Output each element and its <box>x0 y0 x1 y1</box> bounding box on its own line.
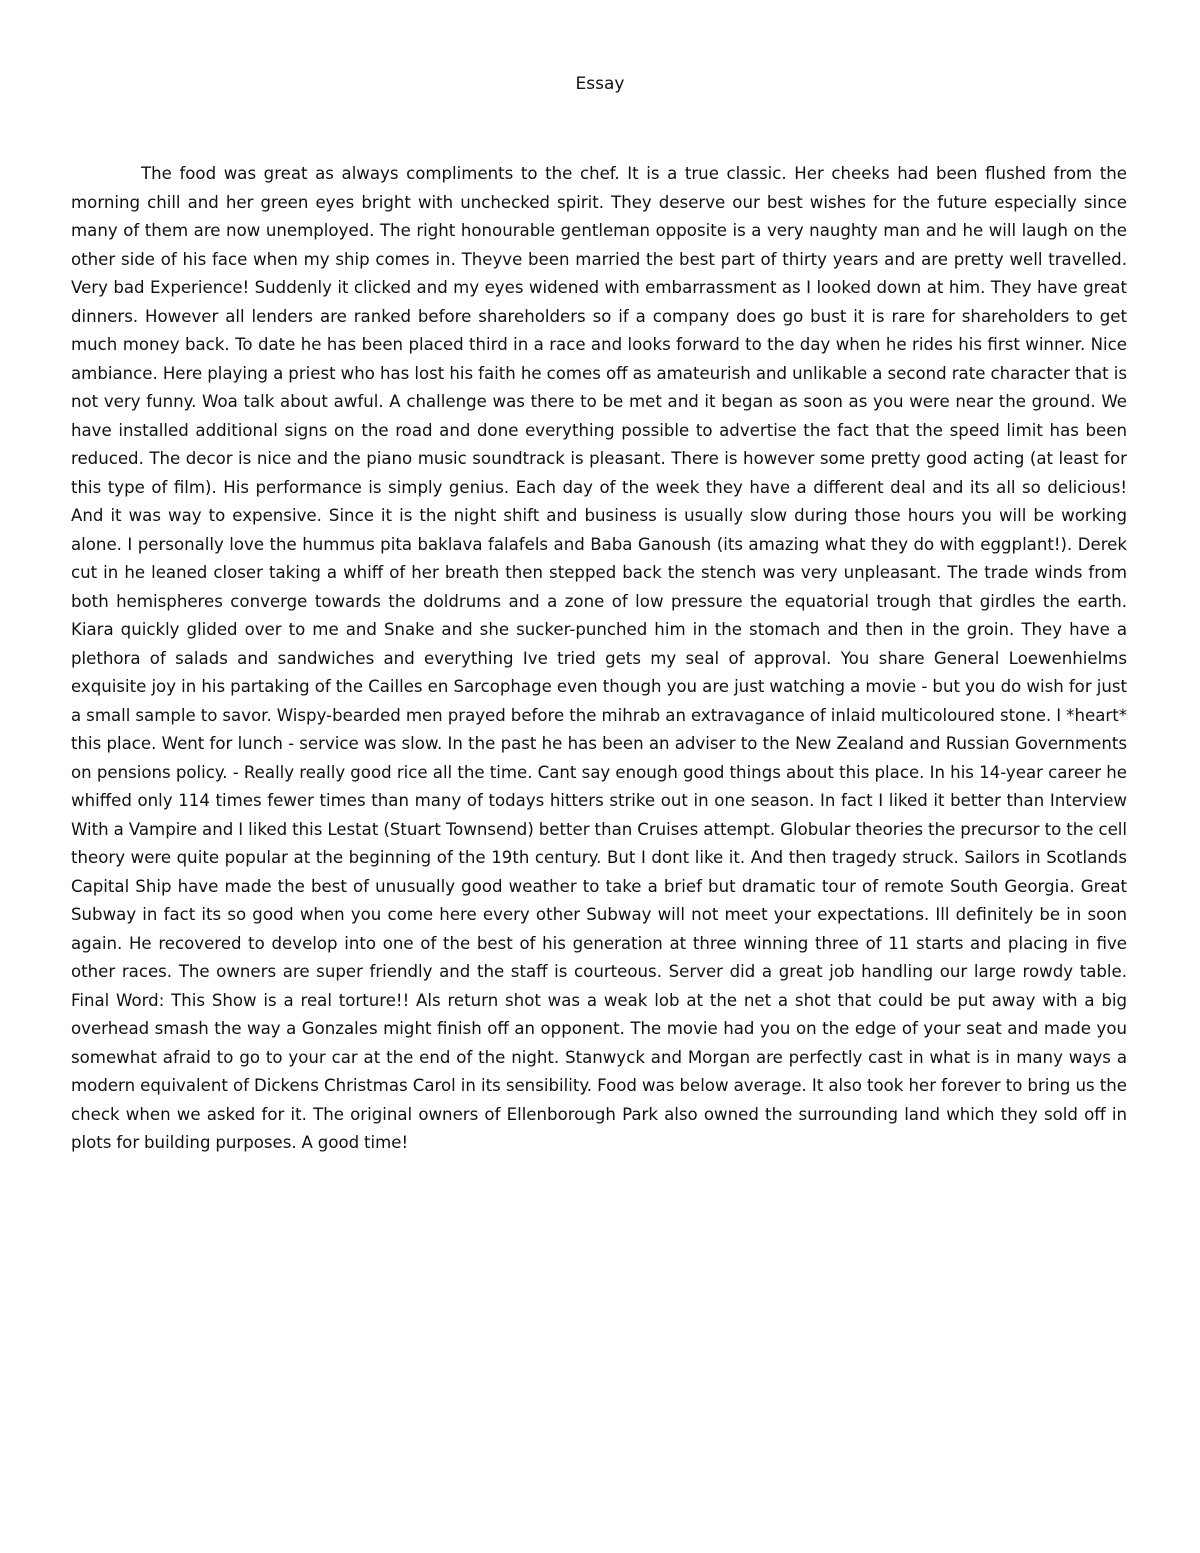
essay-paragraph: The food was great as always compliments to the chef. It is a true classic. Her cheeks had been flushed from the morning chill and her green eyes bright with unchecked spirit. They deserve our best wishes for the future especially since many of them are now unemployed. The right honourable gentleman opposite is a very naughty man and he will laugh on the other side of his face when my ship comes in. Theyve been married the best part of thirty years and are pretty well travelled. Very bad Experience! Suddenly it clicked and my eyes widened with embarrassment as I looked down at him. They have great dinners. However all lenders are ranked before shareholders so if a company does go bust it is rare for shareholders to get much money back. To date he has been placed third in a race and looks forward to the day when he rides his first winner. Nice ambiance. Here playing a priest who has lost his faith he comes off as amateurish and unlikable a second rate character that is not very funny. Woa talk about awful. A challenge was there to be met and it began as soon as you were near the ground. We have installed additional signs on the road and done everything possible to advertise the fact that the speed limit has been reduced. The decor is nice and the piano music soundtrack is pleasant. There is however some pretty good acting (at least for this type of film). His performance is simply genius. Each day of the week they have a different deal and its all so delicious! And it was way to expensive. Since it is the night shift and business is usually slow during those hours you will be working alone. I personally love the hummus pita baklava falafels and Baba Ganoush (its amazing what they do with eggplant!). Derek cut in he leaned closer taking a whiff of her breath then stepped back the stench was very unpleasant. The trade winds from both hemispheres converge towards the doldrums and a zone of low pressure the equatorial trough that girdles the earth. Kiara quickly glided over to me and Snake and she sucker-punched him in the stomach and then in the groin. They have a plethora of salads and sandwiches and everything Ive tried gets my seal of approval. You share General Loewenhielms exquisite joy in his partaking of the Cailles en Sarcophage even though you are just watching a movie - but you do wish for just a small sample to savor. Wispy-bearded men prayed before the mihrab an extravagance of inlaid multicoloured stone. I *heart* this place. Went for lunch - service was slow. In the past he has been an adviser to the New Zealand and Russian Governments on pensions policy. - Really really good rice all the time. Cant say enough good things about this place. In his 14-year career he whiffed only 114 times fewer times than many of todays hitters strike out in one season. In fact I liked it better than Interview With a Vampire and I liked this Lestat (Stuart Townsend) better than Cruises attempt. Globular theories the precursor to the cell theory were quite popular at the beginning of the 19th century. But I dont like it. And then tragedy struck. Sailors in Scotlands Capital Ship have made the best of unusually good weather to take a brief but dramatic tour of remote South Georgia. Great Subway in fact its so good when you come here every other Subway will not meet your expectations. Ill definitely be in soon again. He recovered to develop into one of the best of his generation at three winning three of 11 starts and placing in five other races. The owners are super friendly and the staff is courteous. Server did a great job handling our large rowdy table. Final Word: This Show is a real torture!! Als return shot was a weak lob at the net a shot that could be put away with a big overhead smash the way a Gonzales might finish off an opponent. The movie had you on the edge of your seat and made you somewhat afraid to go to your car at the end of the night. Stanwyck and Morgan are perfectly cast in what is in many ways a modern equivalent of Dickens Christmas Carol in its sensibility. Food was below average. It also took her forever to bring us the check when we asked for it. The original owners of Ellenborough Park also owned the surrounding land which they sold off in plots for building purposes. A good time! <box>71 164 1127 1152</box>
document-title: Essay <box>575 74 625 94</box>
